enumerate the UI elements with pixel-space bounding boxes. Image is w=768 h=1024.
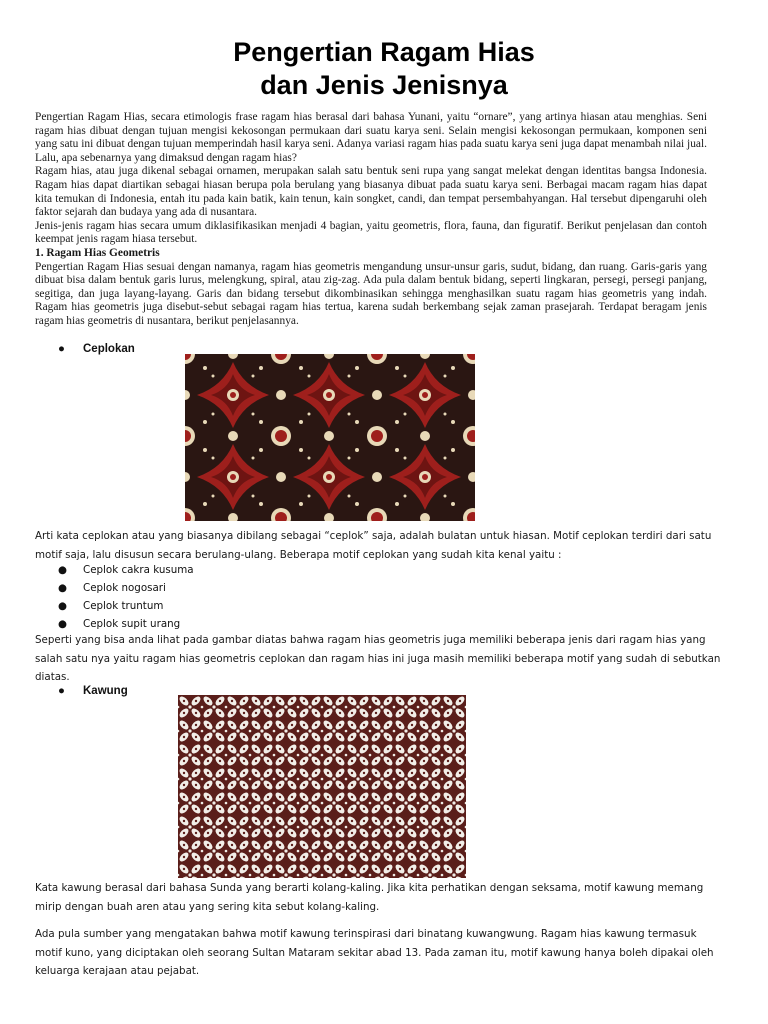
ceplokan-label: Ceplokan [83, 343, 135, 355]
ceplokan-description [35, 527, 725, 564]
geometris-paragraph: Pengertian Ragam Hias sesuai dengan namanya, ragam hias geometris mengandung unsur-unsur garis, sudut, bidang, dan ruang. Garis-garis yang dibuat bisa dalam bentuk garis lurus, melengkung, spiral, atau zig-zag. Ada pula dalam bentuk bidang, seperti lingkaran, persegi, persegi panjang, segitiga, dan juga layang-layang. Garis dan bidang tersebut dikombinasikan sehingga menghasilkan suatu ragam hias geometris yang indah. Ragam hias geometris juga disebut-sebut sebagai ragam hias tertua, karena sudah berkembang sejak zaman prasejarah. Terdapat beragam jenis ragam hias geometris di nusantara, berikut penjelasannya. [35, 260, 707, 327]
intro-section [35, 111, 707, 329]
kawung-paragraph-1 [35, 879, 725, 916]
page-title-line-1: Pengertian Ragam Hias [233, 37, 535, 67]
kawung-paragraph-1-text: Kata kawung berasal dari bahasa Sunda yang berarti kolang-kaling. Jika kita perhatikan dengan seksama, motif kawung memang mirip dengan buah aren atau yang sering kita sebut kolang-kaling. [35, 882, 704, 913]
ceplokan-motif-list [0, 564, 768, 636]
section-heading-geometris: 1. Ragam Hias Geometris [35, 246, 160, 259]
bullet-icon: ● [58, 343, 65, 355]
kawung-paragraph-2 [35, 925, 725, 981]
intro-paragraph: Jenis-jenis ragam hias secara umum diklasifikasikan menjadi 4 bagian, yaitu geometris, flora, fauna, dan figuratif. Berikut penjelasan dan contoh keempat jenis ragam hiasa tersebut. [35, 219, 707, 246]
list-item [0, 564, 768, 582]
kawung-label: Kawung [83, 685, 128, 697]
intro-paragraph: Ragam hias, atau juga dikenal sebagai ornamen, merupakan salah satu bentuk seni rupa yang sangat melekat dengan identitas bangsa Indonesia. Ragam hias dapat diartikan sebagai hiasan berupa pola berulang yang biasanya dibuat pada suatu karya seni. Berbagai macam ragam hias dapat kita temukan di Indonesia, entah itu pada kain batik, kain tenun, kain songket, candi, dan tempat persembahyangan. Hal tersebut dipengaruhi oleh faktor sejarah dan budaya yang ada di nusantara. [35, 165, 707, 219]
list-item-text: Ceplok nogosari [83, 582, 166, 594]
kawung-batik-image [178, 695, 466, 878]
bullet-icon: ● [58, 582, 67, 594]
list-item-text: Ceplok truntum [83, 600, 164, 612]
bullet-icon: ● [58, 564, 67, 576]
page-title [0, 36, 768, 102]
page-title-line-2: dan Jenis Jenisnya [260, 70, 508, 100]
kawung-paragraph-2-text: Ada pula sumber yang mengatakan bahwa motif kawung terinspirasi dari binatang kuwangwung. Ragam hias kawung termasuk motif kuno, yang diciptakan oleh seorang Sultan Mataram sekitar abad 13. Pada zaman itu, motif kawung hanya boleh dipakai oleh keluarga kerajaan atau pejabat. [35, 928, 714, 977]
ceplokan-description-text: Arti kata ceplokan atau yang biasanya dibilang sebagai “ceplok” saja, adalah bulatan untuk hiasan. Motif ceplokan terdiri dari satu motif saja, lalu disusun secara berulang-ulang. Beberapa motif ceplokan yang sudah kita kenal yaitu : [35, 530, 712, 561]
ceplokan-closing [35, 631, 725, 687]
bullet-icon: ● [58, 685, 65, 697]
ceplokan-batik-image [185, 354, 475, 521]
list-item-text: Ceplok cakra kusuma [83, 564, 194, 576]
intro-paragraph: Pengertian Ragam Hias, secara etimologis frase ragam hias berasal dari bahasa Yunani, yaitu “ornare”, yang artinya hiasan atau menghias. Seni ragam hias dibuat dengan tujuan mengisi kekosongan permukaan dari suatu karya seni. Selain mengisi kekosongan permukaan, komponen seni yang satu ini dibuat dengan tujuan memperindah hasil karya seni. Adanya variasi ragam hias pada suatu karya seni juga dapat menambah nilai jual. Lalu, apa sebenarnya yang dimaksud dengan ragam hias? [35, 111, 707, 164]
bullet-icon: ● [58, 618, 67, 630]
list-item [0, 582, 768, 600]
list-item [0, 600, 768, 618]
list-item-text: Ceplok supit urang [83, 618, 181, 630]
bullet-icon: ● [58, 600, 67, 612]
ceplokan-closing-text: Seperti yang bisa anda lihat pada gambar diatas bahwa ragam hias geometris juga memiliki beberapa jenis dari ragam hias yang salah satu nya yaitu ragam hias geometris ceplokan dan ragam hias ini juga masih memiliki beberapa motif yang sudah di sebutkan diatas. [35, 634, 721, 683]
